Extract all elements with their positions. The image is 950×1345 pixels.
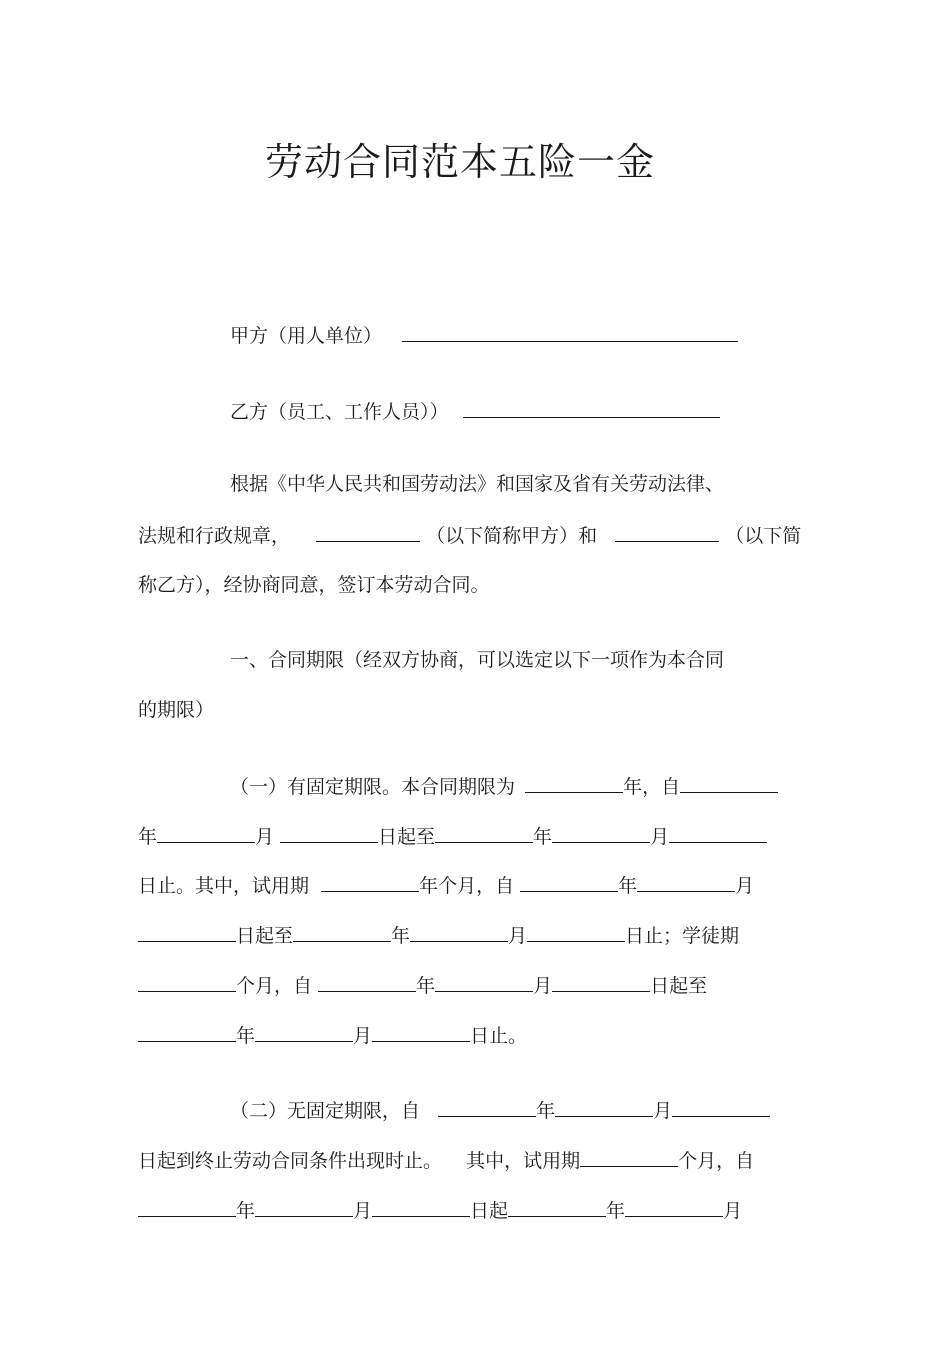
apprentice-end-day-blank[interactable] [372, 1021, 470, 1042]
end-day-blank[interactable] [669, 822, 767, 843]
section-1-heading-cont: 的期限） [138, 699, 215, 721]
clause-text: 年 [533, 826, 553, 848]
start-year-blank[interactable] [680, 772, 778, 793]
open-term-line-2 [138, 1146, 754, 1174]
clause-text: 月 [255, 826, 275, 848]
intro-line-1: 根据《中华人民共和国劳动法》和国家及省有关劳动法律、 [230, 473, 725, 495]
fixed-term-line-2 [138, 822, 767, 850]
employer-name-blank[interactable] [316, 521, 420, 542]
party-b-line [230, 397, 720, 425]
probation-years-blank[interactable] [321, 871, 419, 892]
start-day-blank[interactable] [280, 822, 378, 843]
clause-text: 年 [138, 826, 158, 848]
fixed-term-line-1 [230, 772, 778, 800]
apprentice-start-day-blank[interactable] [552, 971, 650, 992]
open-term-line-1 [230, 1096, 770, 1124]
section-1-heading: 一、合同期限（经双方协商，可以选定以下一项作为本合同 [230, 649, 725, 671]
open-probation-months-blank[interactable] [580, 1146, 678, 1167]
clause-text: 年 [416, 975, 436, 997]
clause-text: 日止；学徒期 [625, 925, 740, 947]
party-a-line [230, 321, 738, 349]
party-b-blank[interactable] [463, 397, 720, 418]
clause-text: 年，自 [623, 776, 681, 798]
clause-text: 日止。其中，试用期 [138, 875, 310, 897]
clause-text: 年 [618, 875, 638, 897]
clause-text: 个月，自 [236, 975, 313, 997]
clause-text: 月 [353, 1025, 373, 1047]
employee-name-blank[interactable] [615, 521, 719, 542]
clause-text: 月 [735, 875, 755, 897]
party-a-label: 甲方（用人单位） [230, 325, 383, 347]
open-term-line-3 [138, 1196, 742, 1224]
probation-start-year-blank[interactable] [520, 871, 618, 892]
apprentice-end-month-blank[interactable] [255, 1021, 353, 1042]
probation-end-month-blank[interactable] [410, 921, 508, 942]
clause-text: 月 [723, 1200, 743, 1222]
intro-text: （以下简 [725, 525, 802, 547]
open-probation-end-month-blank[interactable] [625, 1196, 723, 1217]
apprentice-end-year-blank[interactable] [138, 1021, 236, 1042]
open-start-year-blank[interactable] [438, 1096, 536, 1117]
party-b-label: 乙方（员工、工作人员）） [230, 401, 449, 423]
party-a-blank[interactable] [402, 321, 738, 342]
probation-start-month-blank[interactable] [637, 871, 735, 892]
clause-text: 年 [606, 1200, 626, 1222]
clause-text: 年 [236, 1200, 256, 1222]
clause-text: 日止。 [470, 1025, 528, 1047]
fixed-term-line-6 [138, 1021, 527, 1049]
apprentice-start-month-blank[interactable] [435, 971, 533, 992]
clause-text: 日起到终止劳动合同条件出现时止。 [138, 1150, 443, 1172]
open-start-day-blank[interactable] [672, 1096, 770, 1117]
clause-text: （二）无固定期限，自 [230, 1100, 421, 1122]
clause-text: 年个月，自 [419, 875, 515, 897]
end-month-blank[interactable] [552, 822, 650, 843]
intro-text: 法规和行政规章， [138, 525, 291, 547]
clause-text: 月 [650, 826, 670, 848]
clause-text: 日起 [470, 1200, 509, 1222]
fixed-term-line-3 [138, 871, 754, 899]
open-probation-start-day-blank[interactable] [372, 1196, 470, 1217]
clause-text: 日起至 [236, 925, 294, 947]
open-probation-start-year-blank[interactable] [138, 1196, 236, 1217]
clause-text: 月 [508, 925, 528, 947]
apprentice-months-blank[interactable] [138, 971, 236, 992]
term-years-blank[interactable] [525, 772, 623, 793]
clause-text: 年 [236, 1025, 256, 1047]
clause-text: 日起至 [378, 826, 436, 848]
clause-text: 日起至 [650, 975, 708, 997]
fixed-term-line-5 [138, 971, 707, 999]
intro-text: （以下简称甲方）和 [426, 525, 598, 547]
clause-text: 个月，自 [678, 1150, 755, 1172]
end-year-blank[interactable] [435, 822, 533, 843]
document-title: 劳动合同范本五险一金 [264, 140, 655, 184]
clause-text: 其中，试用期 [466, 1150, 581, 1172]
clause-text: 年 [391, 925, 411, 947]
clause-text: （一）有固定期限。本合同期限为 [230, 776, 516, 798]
probation-end-day-blank[interactable] [527, 921, 625, 942]
probation-start-day-blank[interactable] [138, 921, 236, 942]
start-month-blank[interactable] [157, 822, 255, 843]
intro-line-3: 称乙方），经协商同意，签订本劳动合同。 [138, 574, 490, 596]
open-start-month-blank[interactable] [555, 1096, 653, 1117]
clause-text: 年 [536, 1100, 556, 1122]
probation-end-year-blank[interactable] [293, 921, 391, 942]
intro-line-2 [138, 521, 801, 549]
fixed-term-line-4 [138, 921, 739, 949]
clause-text: 月 [353, 1200, 373, 1222]
open-probation-end-year-blank[interactable] [508, 1196, 606, 1217]
open-probation-start-month-blank[interactable] [255, 1196, 353, 1217]
clause-text: 月 [653, 1100, 673, 1122]
clause-text: 月 [533, 975, 553, 997]
apprentice-start-year-blank[interactable] [318, 971, 416, 992]
